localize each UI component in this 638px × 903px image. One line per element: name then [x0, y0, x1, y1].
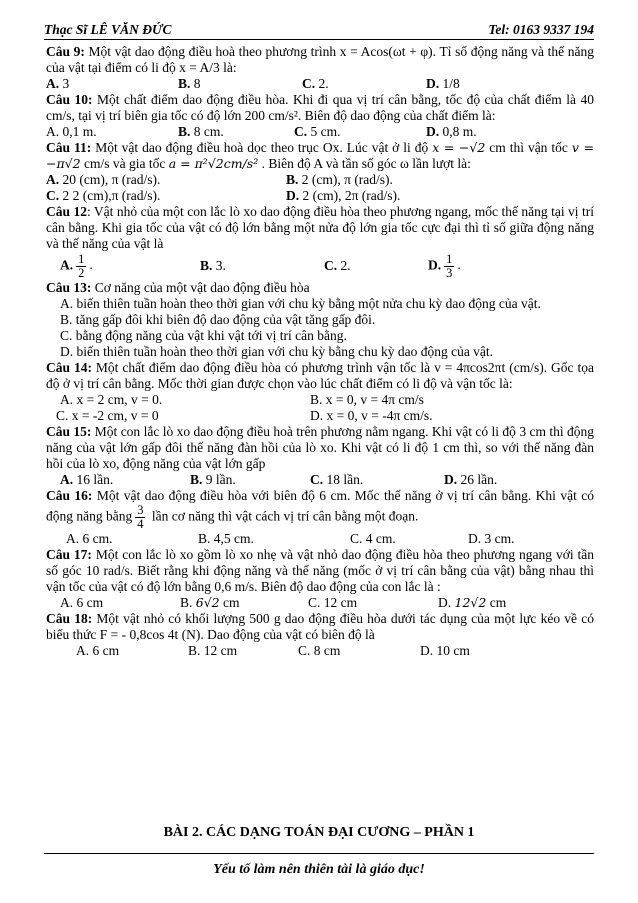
- option-text: A. 0,1 m.: [46, 124, 97, 139]
- question-16: [46, 488, 594, 531]
- question-label: Câu 16:: [46, 488, 93, 503]
- option-letter: C.: [302, 76, 316, 91]
- option-text: 5 cm.: [310, 124, 341, 139]
- question-text: Một chất điểm dao động điều hòa có phương trình vận tốc là v = 4πcos2πt (cm/s). Gốc tọa độ ở vị trí cân bằng. Mốc thời gian được chọn vào lúc chất điểm có li độ và vận tốc là:: [46, 360, 594, 391]
- option-letter: A.: [60, 472, 74, 487]
- option-a: A. biến thiên tuần hoàn theo thời gian với chu kỳ bằng một nửa chu kỳ dao động của vật.: [60, 296, 541, 311]
- question-text: : Vật nhỏ của một con lắc lò xo dao động điều hòa theo phương ngang, mốc thế năng tại vị trí cân bằng. Khi gia tốc của vật có độ lớn bằng một nửa độ lớn gia tốc cực đại thì tỉ số giữa động năng và thế năng của vật là: [46, 204, 594, 251]
- question-9-options: [46, 76, 594, 92]
- option-d: D. biến thiên tuần hoàn theo thời gian với chu kỳ bằng chu kỳ dao động của vật.: [60, 344, 494, 359]
- option-text: 1/8: [442, 76, 460, 91]
- question-12-options: A. $\frac{1}{2}$ . B. 3. C. 2. D. $\frac{1}{3}$ .: [60, 251, 461, 280]
- option-letter: C.: [46, 188, 60, 203]
- option-letter: D.: [286, 188, 300, 203]
- question-17: [46, 547, 594, 595]
- option-text: A. 6 cm.: [66, 531, 113, 546]
- option-text: A. x = 2 cm, v = 0.: [60, 392, 163, 407]
- option-text: A. 6 cm: [60, 595, 104, 610]
- question-10: [46, 92, 594, 124]
- footer-divider: [44, 853, 594, 854]
- math-expression: 6√2: [195, 595, 220, 610]
- option-text: 2.: [318, 76, 329, 91]
- question-list: [46, 44, 594, 659]
- option-letter: B.: [200, 258, 213, 273]
- author-name: Thạc Sĩ LÊ VĂN ĐỨC: [44, 22, 172, 37]
- question-label: Câu 9:: [46, 44, 85, 59]
- question-text: cm thì vận tốc: [485, 140, 572, 155]
- option-letter: D.: [426, 76, 440, 91]
- page-header: [44, 21, 594, 40]
- question-text: cm/s và gia tốc: [80, 156, 169, 171]
- question-11-options-row-1: [46, 172, 594, 188]
- option-text: 2.: [340, 258, 351, 273]
- question-13: [46, 280, 594, 296]
- option-text: C. x = -2 cm, v = 0: [56, 408, 159, 423]
- question-text: Một con lắc lò xo dao động điều hoà trên phương nằm ngang. Khi vật có li độ 3 cm thì động năng của vật lớn gấp đôi thế năng đàn hồi của lò xo. Khi vật có li độ 1 cm thì, so với thế năng đàn hồi của lò xo, động năng của vật lớn gấp: [46, 424, 594, 471]
- option-letter: C.: [294, 124, 308, 139]
- question-text: Cơ năng của một vật dao động điều hòa: [91, 280, 310, 295]
- option-letter: B.: [190, 472, 203, 487]
- fraction: $\frac{1}{3}$: [446, 251, 453, 280]
- option-text: C. 8 cm: [298, 643, 341, 658]
- option-b: B. tăng gấp đôi khi biên độ dao động của vật tăng gấp đôi.: [60, 312, 376, 327]
- question-label: Câu 18:: [46, 611, 93, 626]
- option-text: C. 4 cm.: [350, 531, 396, 546]
- question-text: Một vật dao động điều hoà dọc theo trục Ox. Lúc vật ở li độ: [91, 140, 433, 155]
- question-14: [46, 360, 594, 392]
- question-16-options: [46, 531, 614, 547]
- math-expression: v = −π√2: [46, 140, 594, 171]
- question-label: Câu 10:: [46, 92, 93, 107]
- option-letter: A.: [46, 76, 60, 91]
- option-text: B. 12 cm: [188, 643, 238, 658]
- option-text: 9 lần.: [205, 472, 236, 487]
- question-12: [46, 204, 594, 252]
- option-text: 20 (cm), π (rad/s).: [62, 172, 161, 187]
- question-10-options: [46, 124, 594, 140]
- question-11: [46, 140, 594, 172]
- option-text: 0,8 m.: [442, 124, 477, 139]
- question-14-options-row-2: [46, 408, 604, 424]
- option-letter: A.: [60, 257, 74, 273]
- math-expression: 12√2: [454, 595, 487, 610]
- option-letter: D.: [426, 124, 440, 139]
- option-letter: B.: [178, 76, 191, 91]
- math-expression: x = −√2: [432, 140, 486, 155]
- question-label: Câu 14:: [46, 360, 92, 375]
- option-letter: D.: [428, 257, 442, 273]
- question-14-options-row-1: [46, 392, 608, 408]
- question-15: [46, 424, 594, 472]
- option-text: B. x = 0, v = 4π cm/s: [310, 392, 424, 407]
- question-text: lần cơ năng thì vật cách vị trí cân bằng một đoạn.: [148, 508, 419, 524]
- option-text: 18 lần.: [326, 472, 364, 487]
- question-label: Câu 11:: [46, 140, 92, 155]
- question-11-options-row-2: [46, 188, 594, 204]
- option-letter: D.: [438, 595, 452, 610]
- option-text: D. 10 cm: [420, 643, 470, 658]
- question-15-options: [46, 472, 608, 488]
- option-letter: B.: [180, 595, 193, 610]
- option-letter: B.: [286, 172, 299, 187]
- option-text: D. 3 cm.: [468, 531, 515, 546]
- option-text: 8: [193, 76, 201, 91]
- question-text: Một vật dao động điều hòa với biên độ 6 cm. Mốc thế năng ở vị trí cân bằng. Khi vật có động năng bằng: [46, 488, 594, 524]
- question-text: Một vật nhỏ có khối lượng 500 g dao động điều hòa dưới tác dụng của một lực kéo về có biểu thức F = - 0,8cos 4t (N). Dao động của vật có biên độ là: [46, 611, 594, 642]
- option-text: C. 12 cm: [308, 595, 358, 610]
- math-expression: a = π²√2cm/s²: [168, 156, 259, 171]
- question-text: . Biên độ A và tần số góc ω lần lượt là:: [258, 156, 471, 171]
- option-text: B. 4,5 cm.: [198, 531, 254, 546]
- option-text: 2 (cm), 2π (rad/s).: [302, 188, 401, 203]
- option-text: D. x = 0, v = -4π cm/s.: [310, 408, 433, 423]
- option-letter: A.: [46, 172, 60, 187]
- option-c: C. bằng động năng của vật khi vật tới vị trí cân bằng.: [60, 328, 347, 343]
- option-text: 16 lần.: [76, 472, 114, 487]
- page-footer: Yếu tố làm nên thiên tài là giáo dục!: [213, 862, 425, 877]
- option-text: 3: [62, 76, 70, 91]
- question-label: Câu 13:: [46, 280, 92, 295]
- option-text: 26 lần.: [460, 472, 498, 487]
- question-18: [46, 611, 594, 643]
- phone-number: Tel: 0163 9337 194: [488, 22, 594, 37]
- question-label: Câu 17:: [46, 547, 92, 562]
- option-letter: D.: [444, 472, 458, 487]
- question-17-options: A. 6 cm B. 6√2 cm C. 12 cm D. 12√2 cm: [60, 595, 507, 610]
- section-title: BÀI 2. CÁC DẠNG TOÁN ĐẠI CƯƠNG – PHẦN 1: [163, 825, 475, 840]
- option-letter: C.: [310, 472, 324, 487]
- option-text: A. 6 cm: [76, 643, 120, 658]
- option-letter: C.: [324, 258, 338, 273]
- option-letter: B.: [178, 124, 191, 139]
- question-text: Một vật dao động điều hoà theo phương trình x = Acos(ωt + φ). Tỉ số động năng và thế năng của vật tại điểm có li độ x = A/3 là:: [46, 44, 594, 75]
- option-text: 2 (cm), π (rad/s).: [301, 172, 393, 187]
- option-text: 3.: [215, 258, 226, 273]
- question-18-options: [46, 643, 624, 659]
- fraction: $\frac{1}{2}$: [78, 251, 85, 280]
- option-text: 2 2 (cm),π (rad/s).: [62, 188, 161, 203]
- question-9: [46, 44, 594, 76]
- question-label: Câu 15:: [46, 424, 92, 439]
- fraction: $\frac{3}{4}$: [137, 503, 144, 531]
- question-text: Một chất điểm dao động điều hòa. Khi đi qua vị trí cân bằng, tốc độ của chất điểm là 40 cm/s, tại vị trí biên gia tốc có độ lớn 200 cm/s². Biên độ dao động của chất điểm là:: [46, 92, 594, 123]
- question-text: Một con lắc lò xo gồm lò xo nhẹ và vật nhỏ dao động điều hòa theo phương ngang với tần số góc 10 rad/s. Biết rằng khi động năng và thế năng (mốc ở vị trí cân bằng của vật) bằng nhau thì vận tốc của vật có độ lớn bằng 0,6 m/s. Biên độ dao động của con lắc là :: [46, 547, 594, 594]
- question-label: Câu 12: [46, 204, 87, 219]
- option-text: 8 cm.: [193, 124, 224, 139]
